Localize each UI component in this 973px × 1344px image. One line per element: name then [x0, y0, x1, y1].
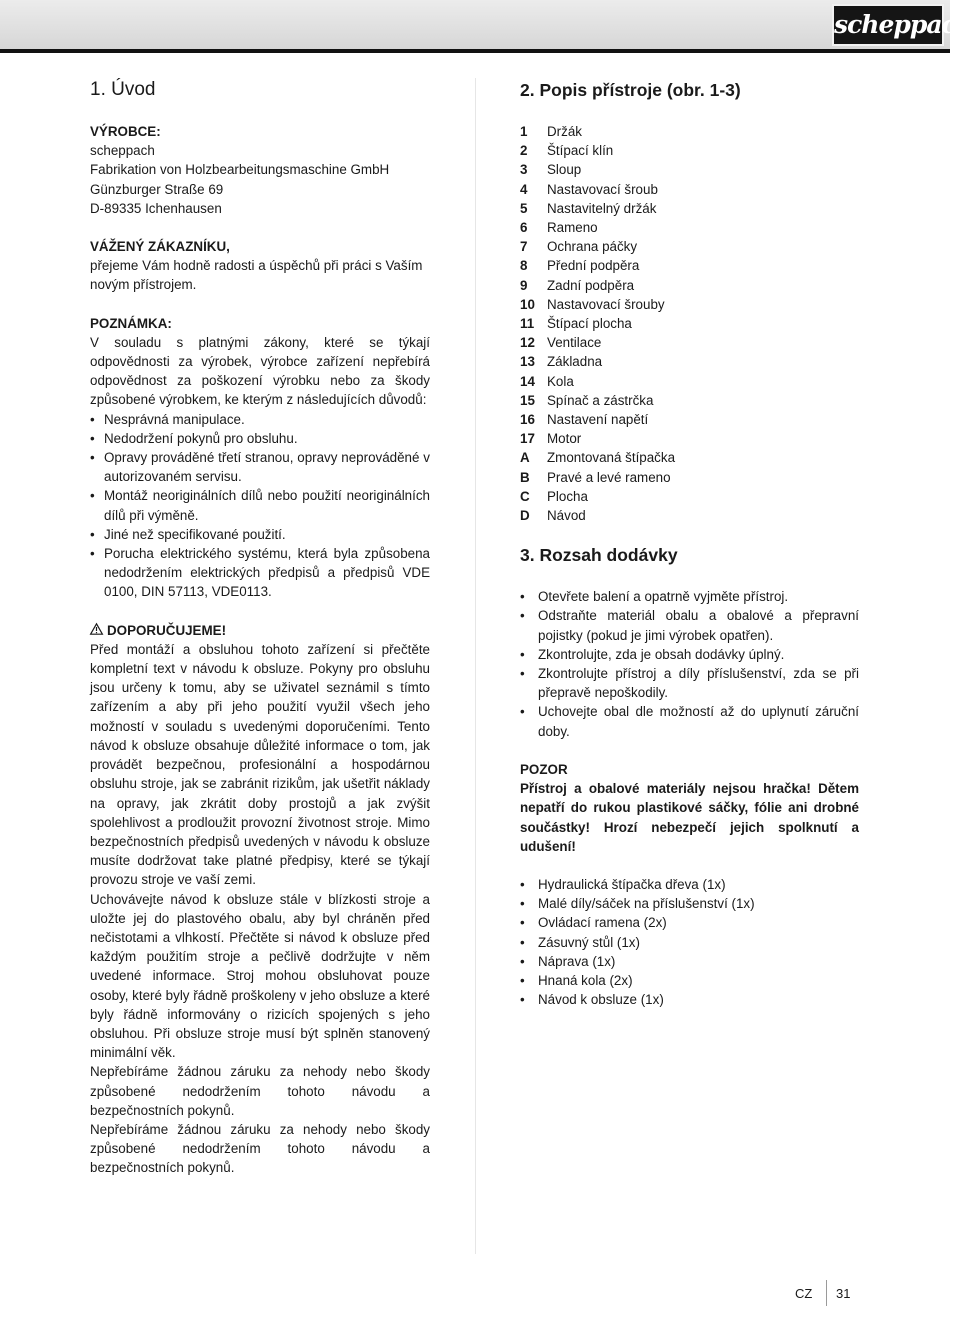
header-band	[0, 0, 950, 50]
customer-text: přejeme Vám hodně radosti a úspěchů při práci s Vaším novým přístrojem.	[90, 258, 423, 293]
part-number: 3	[520, 162, 528, 178]
part-name: Zadní podpěra	[547, 277, 635, 293]
recommend-paragraph: Nepřebíráme žádnou záruku za nehody nebo škody způsobené nedodržením tohoto návodu a bezpečnostních pokynů.	[90, 1064, 430, 1118]
footer-divider	[826, 1280, 827, 1306]
part-name: Ventilace	[547, 335, 602, 351]
part-number: 4	[520, 181, 528, 197]
list-item: • Uchovejte obal dle možností až do uplynutí záruční doby.	[520, 702, 859, 740]
recommend-paragraph: Před montáží a obsluhou tohoto zařízení si přečtěte kompletní text v návodu k obsluze. Pokyny pro obsluhu jsou určeny k tomu, aby se uživatel seznámil s tímto zařízením a aby při jeho použití využil všech jeho možností v souladu s uvedenými doporučeními. Tento návod k obsluze obsahuje důležité informace o tom, jak provádět bezpečnou, profesionální a hospodárnou obsluhu stroje, jak se zabránit rizikům, jak ušetřit náklady na opravy, jak zkrátit doby prostojů a jak zvýšit spolehlivost a prodloužit provozní životnost stroje. Mimo bezpečnostních předpisů uvedených v návodu k obsluze musíte dodržovat take platné předpisy, které se týkají provozu stroje ve vaší zemi.	[90, 641, 430, 888]
part-item	[520, 141, 859, 160]
part-number: 10	[520, 296, 535, 312]
section-title-intro: 1. Úvod	[90, 79, 156, 100]
scheppach-logo: scheppach	[832, 4, 944, 46]
part-number: 13	[520, 354, 535, 370]
list-item: • Malé díly/sáček na příslušenství (1x)	[520, 894, 859, 913]
part-number: 17	[520, 431, 535, 447]
parts-list	[520, 122, 859, 525]
list-item: • Nesprávná manipulace.	[90, 410, 430, 429]
part-name: Nastavovací šrouby	[547, 296, 665, 312]
delivery-contents-list	[520, 875, 859, 1009]
caution-text: Přístroj a obalové materiály nejsou hračka! Dětem nepatří do rukou plastikové sáčky, fólie ani drobné součástky! Hrozí nebezpečí jejich spolknutí a udušení!	[520, 781, 859, 854]
part-number: A	[520, 450, 530, 466]
part-item	[520, 276, 859, 295]
recommend-block	[90, 621, 430, 1178]
manufacturer-line: Günzburger Straße 69	[90, 181, 224, 197]
part-name: Spínač a zástrčka	[547, 392, 654, 408]
part-item	[520, 199, 859, 218]
column-divider	[475, 78, 476, 1254]
part-name: Pravé a levé rameno	[547, 469, 671, 485]
manufacturer-block	[90, 122, 430, 218]
part-item	[520, 372, 859, 391]
customer-label: VÁŽENÝ ZÁKAZNÍKU,	[90, 239, 230, 255]
part-name: Nastavovací šroub	[547, 181, 658, 197]
part-name: Přední podpěra	[547, 258, 640, 274]
part-number: 2	[520, 143, 528, 159]
part-number: 14	[520, 373, 535, 389]
note-label: POZNÁMKA:	[90, 315, 172, 331]
part-number: B	[520, 469, 530, 485]
part-item	[520, 410, 859, 429]
list-item: • Zkontrolujte, zda je obsah dodávky úplný.	[520, 645, 859, 664]
list-item: • Zkontrolujte přístroj a díly příslušenství, zda se při přepravě nepoškodily.	[520, 664, 859, 702]
part-name: Štípací klín	[547, 143, 614, 159]
part-name: Ochrana páčky	[547, 239, 638, 255]
unpack-steps-list	[520, 587, 859, 741]
part-item	[520, 160, 859, 179]
part-name: Sloup	[547, 162, 582, 178]
recommend-paragraph: Uchovávejte návod k obsluze stále v blízkosti stroje a uložte jej do plastového obalu, aby byl chráněn před nečistotami a vlhkostí. Přečtěte si návod k obsluze před každým použitím stroje a pečlivě dodržujte v něm uvedené informace. Stroj mohou obsluhovat pouze osoby, které byly řádně proškoleny v jeho obsluze a které byly řádně informovány o rizicích spojených s jeho obsluhou. Při obsluze stroje musí být splněn stanovený minimální věk.	[90, 891, 430, 1061]
caution-block	[520, 760, 859, 856]
part-item	[520, 237, 859, 256]
part-item	[520, 314, 859, 333]
manufacturer-line: Fabrikation von Holzbearbeitungsmaschine GmbH	[90, 162, 390, 178]
caution-label: POZOR	[520, 761, 568, 777]
part-item	[520, 218, 859, 237]
part-number: 1	[520, 124, 528, 139]
note-block	[90, 314, 430, 602]
manufacturer-line: scheppach	[90, 143, 155, 159]
note-list	[90, 410, 430, 602]
list-item: • Jiné než specifikované použití.	[90, 525, 430, 544]
part-number: 5	[520, 200, 528, 216]
part-name: Nastavitelný držák	[547, 200, 657, 216]
part-number: 7	[520, 239, 528, 255]
list-item: • Ovládací ramena (2x)	[520, 913, 859, 932]
list-item: • Otevřete balení a opatrně vyjměte přístroj.	[520, 587, 859, 606]
list-item: • Hydraulická štípačka dřeva (1x)	[520, 875, 859, 894]
part-number: 12	[520, 335, 535, 351]
part-item	[520, 468, 859, 487]
list-item: • Nedodržení pokynů pro obsluhu.	[90, 429, 430, 448]
part-name: Zmontovaná štípačka	[547, 450, 676, 466]
part-name: Návod	[547, 508, 586, 524]
header-rule	[0, 49, 950, 53]
part-name: Nastavení napětí	[547, 412, 649, 428]
part-item	[520, 487, 859, 506]
part-item	[520, 448, 859, 467]
part-item	[520, 295, 859, 314]
recommend-heading	[90, 621, 430, 640]
list-item: • Náprava (1x)	[520, 952, 859, 971]
part-number: 11	[520, 316, 535, 332]
part-item	[520, 180, 859, 199]
note-text: V souladu s platnými zákony, které se týkají odpovědnosti za výrobek, výrobce zařízení nepřebírá odpovědnost za poškození výrobku nebo za škody způsobené výrobkem, ke kterým z následujících důvodů:	[90, 334, 430, 408]
list-item: • Návod k obsluze (1x)	[520, 990, 859, 1009]
page-number: 31	[836, 1286, 851, 1301]
list-item: • Hnaná kola (2x)	[520, 971, 859, 990]
list-item: • Zásuvný stůl (1x)	[520, 933, 859, 952]
recommend-label: DOPORUČUJEME!	[107, 622, 227, 638]
part-item	[520, 256, 859, 275]
part-item	[520, 122, 859, 141]
right-column	[520, 78, 859, 1009]
customer-block	[90, 237, 430, 295]
part-item	[520, 429, 859, 448]
part-name: Držák	[547, 124, 582, 139]
part-name: Kola	[547, 373, 574, 389]
section-title-description: 2. Popis přístroje (obr. 1-3)	[520, 80, 741, 100]
part-number: 16	[520, 412, 535, 428]
part-number: 15	[520, 392, 535, 408]
part-number: 6	[520, 220, 528, 236]
part-item	[520, 391, 859, 410]
list-item: • Montáž neoriginálních dílů nebo použití neoriginálních dílů při výměně.	[90, 486, 430, 524]
footer-language: CZ	[795, 1286, 813, 1301]
list-item: • Opravy prováděné třetí stranou, opravy neprováděné v autorizovaném servisu.	[90, 448, 430, 486]
part-number: C	[520, 488, 530, 504]
part-item	[520, 333, 859, 352]
part-name: Základna	[547, 354, 603, 370]
part-item	[520, 506, 859, 525]
part-number: 9	[520, 277, 528, 293]
warning-triangle-icon	[90, 621, 105, 640]
part-name: Rameno	[547, 220, 598, 236]
recommend-paragraph: Nepřebíráme žádnou záruku za nehody nebo škody způsobené nedodržením tohoto návodu a bezpečnostních pokynů.	[90, 1121, 430, 1176]
list-item: • Porucha elektrického systému, která byla způsobena nedodržením elektrických předpisů a předpisů VDE 0100, DIN 57113, VDE0113.	[90, 544, 430, 602]
part-name: Štípací plocha	[547, 316, 632, 332]
part-name: Motor	[547, 431, 582, 447]
part-number: 8	[520, 258, 528, 274]
list-item: • Odstraňte materiál obalu a obalové a přepravní pojistky (pokud je jimi výrobek opatřen).	[520, 606, 859, 644]
part-name: Plocha	[547, 488, 588, 504]
part-number: D	[520, 508, 530, 524]
section-title-scope: 3. Rozsah dodávky	[520, 545, 678, 566]
manufacturer-line: D-89335 Ichenhausen	[90, 200, 222, 216]
manufacturer-label: VÝROBCE:	[90, 124, 161, 139]
part-item	[520, 352, 859, 371]
left-column	[90, 78, 430, 1178]
